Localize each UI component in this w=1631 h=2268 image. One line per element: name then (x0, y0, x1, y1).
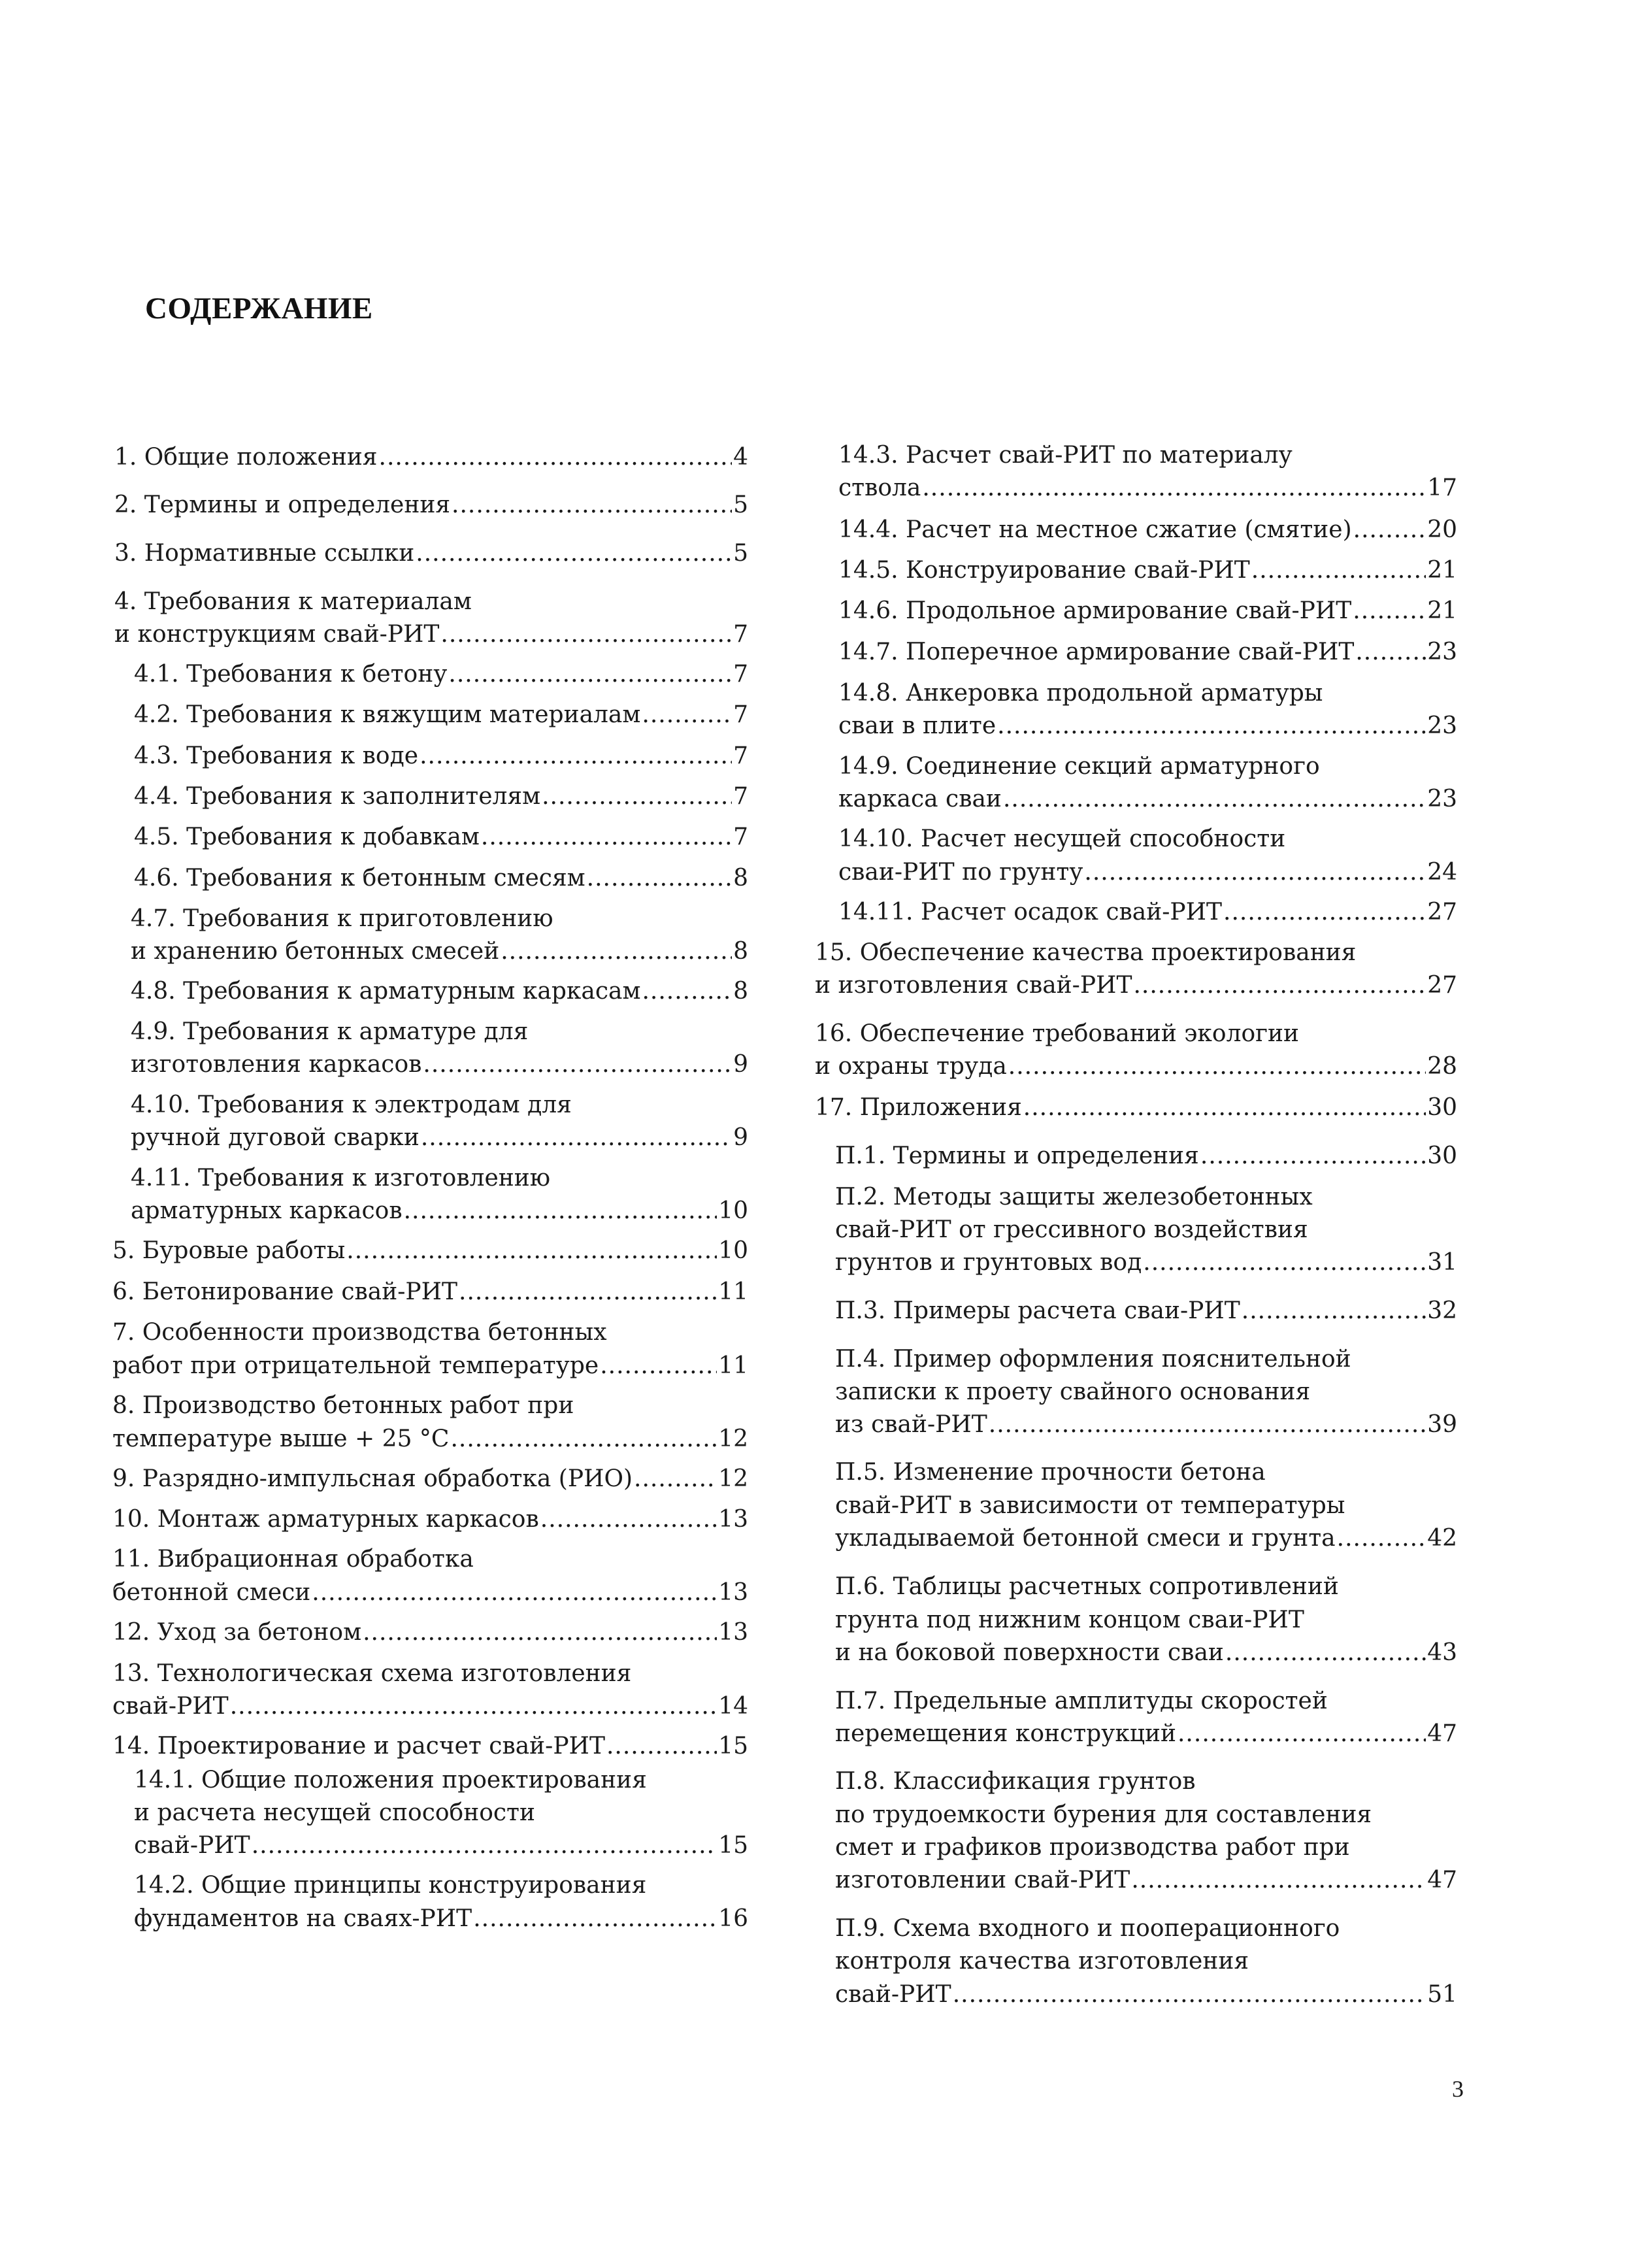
toc-entry-text: свай-РИТ (835, 1981, 951, 2008)
toc-entry-text: П.5. Изменение прочности бетона (835, 1459, 1266, 1486)
toc-entry-text: записки к проету свайного основания (835, 1378, 1311, 1405)
toc-page-number: 21 (1427, 557, 1457, 584)
toc-entry[interactable] (835, 1765, 1196, 1798)
toc-entry-text: П.7. Предельные амплитуды скоростей (835, 1688, 1328, 1714)
toc-entry[interactable] (835, 1831, 1350, 1864)
page-number: 3 (1452, 2076, 1464, 2102)
toc-page-number: 23 (1427, 786, 1457, 812)
toc-page-number: 20 (1427, 516, 1457, 543)
toc-page-number: 7 (733, 824, 748, 850)
toc-entry-text: 5. Буровые работы (112, 1237, 346, 1264)
toc-page-number: 7 (733, 701, 748, 728)
toc-entry-text: свай-РИТ (134, 1832, 250, 1859)
toc-page-number: 8 (733, 938, 748, 965)
toc-entry[interactable] (838, 856, 1457, 889)
toc-entry-text: укладываемой бетонной смеси и грунта (835, 1525, 1336, 1552)
toc-entry-text: из свай-РИТ (835, 1411, 987, 1438)
dot-leader (1353, 514, 1426, 546)
toc-entry[interactable] (815, 1050, 1457, 1083)
toc-entry-text: 10. Монтаж арматурных каркасов (112, 1506, 539, 1533)
toc-page-number: 30 (1427, 1094, 1457, 1121)
toc-entry-text: П.3. Примеры расчета сваи-РИТ (835, 1297, 1240, 1324)
toc-entry-text: 14.2. Общие принципы конструирования (134, 1872, 647, 1899)
toc-page-number: 15 (718, 1832, 748, 1859)
dot-leader (1242, 1295, 1426, 1327)
toc-entry-text: 4.7. Требования к приготовлению (131, 905, 553, 932)
toc-entry-text: работ при отрицательной температуре (112, 1352, 599, 1379)
toc-entry-text: 14.4. Расчет на местное сжатие (смятие) (838, 516, 1352, 543)
toc-entry-text: 14.6. Продольное армирование свай-РИТ (838, 597, 1352, 624)
toc-entry-text: арматурных каркасов (131, 1197, 403, 1224)
toc-entry-text: смет и графиков производства работ при (835, 1834, 1350, 1861)
toc-entry-text: 13. Технологическая схема изготовления (112, 1660, 632, 1687)
toc-entry-text: изготовлении свай-РИТ (835, 1867, 1130, 1893)
toc-page-number: 10 (718, 1197, 748, 1224)
dot-leader (922, 472, 1426, 505)
toc-entry-text: П.4. Пример оформления пояснительной (835, 1346, 1351, 1373)
toc-entry-text: контроля качества изготовления (835, 1948, 1249, 1975)
toc-entry[interactable] (815, 969, 1457, 1002)
toc-entry-text: 3. Нормативные ссылки (114, 540, 415, 567)
toc-page-number: 39 (1427, 1411, 1457, 1438)
toc-entry[interactable] (838, 710, 1457, 742)
toc-entry-text: 4.10. Требования к электродам для (131, 1092, 572, 1118)
toc-entry-text: 2. Термины и определения (114, 492, 451, 518)
toc-page-number: 16 (718, 1905, 748, 1932)
toc-entry-text: П.9. Схема входного и пооперационного (835, 1915, 1340, 1942)
toc-entry[interactable] (838, 595, 1457, 627)
toc-entry-text: и конструкциям свай-РИТ (114, 621, 440, 648)
toc-entry-text: 4.8. Требования к арматурным каркасам (131, 978, 641, 1005)
dot-leader (1178, 1718, 1426, 1750)
toc-entry[interactable] (835, 1490, 1345, 1522)
toc-entry-text: и расчета несущей способности (134, 1799, 535, 1826)
toc-entry[interactable] (835, 1214, 1308, 1246)
toc-page-number: 8 (733, 978, 748, 1005)
toc-entry[interactable] (838, 677, 1323, 710)
toc-entry[interactable] (835, 1522, 1457, 1555)
dot-leader (1251, 554, 1426, 587)
toc-entry-text: П.6. Таблицы расчетных сопротивлений (835, 1573, 1339, 1600)
toc-entry[interactable] (835, 1799, 1372, 1831)
toc-page-number: 24 (1427, 859, 1457, 886)
toc-page-number: 27 (1427, 972, 1457, 999)
toc-entry-text: 7. Особенности производства бетонных (112, 1319, 607, 1346)
toc-entry-text: и на боковой поверхности сваи (835, 1639, 1224, 1666)
toc-entry-text: П.8. Классификация грунтов (835, 1768, 1196, 1795)
toc-entry-text: 4. Требования к материалам (114, 588, 472, 615)
toc-entry-text: фундаментов на сваях-РИТ (134, 1905, 472, 1932)
toc-entry[interactable] (835, 1864, 1457, 1897)
dot-leader (1084, 856, 1426, 889)
dot-leader (1353, 595, 1426, 627)
toc-entry-text: 8. Производство бетонных работ при (112, 1392, 574, 1419)
page-title: СОДЕРЖАНИЕ (145, 292, 373, 325)
toc-entry-text: 4.1. Требования к бетону (134, 661, 448, 688)
toc-entry-text: и изготовления свай-РИТ (815, 972, 1132, 999)
toc-entry-text: свай-РИТ (112, 1693, 229, 1720)
toc-entry[interactable] (838, 896, 1457, 929)
toc-page-number: 12 (718, 1426, 748, 1452)
toc-entry-text: и охраны труда (815, 1053, 1007, 1080)
toc-entry-text: 4.2. Требования к вяжущим материалам (134, 701, 641, 728)
toc-entry-text: П.1. Термины и определения (835, 1142, 1199, 1169)
toc-entry-text: 14.10. Расчет несущей способности (838, 825, 1286, 852)
toc-entry-text: грунтов и грунтовых вод (835, 1249, 1142, 1276)
toc-entry-text: свай-РИТ в зависимости от температуры (835, 1492, 1345, 1519)
dot-leader (989, 1409, 1426, 1441)
toc-page-number: 5 (733, 492, 748, 518)
toc-entry[interactable] (838, 472, 1457, 505)
toc-page-number: 12 (718, 1465, 748, 1492)
toc-entry[interactable] (838, 554, 1457, 587)
toc-entry-text: свай-РИТ от грессивного воздействия (835, 1216, 1308, 1243)
toc-entry[interactable] (835, 1978, 1457, 2011)
toc-page-number: 23 (1427, 712, 1457, 739)
toc-page-number: 30 (1427, 1142, 1457, 1169)
toc-entry-text: 6. Бетонирование свай-РИТ (112, 1278, 457, 1305)
toc-entry-text: 14.11. Расчет осадок свай-РИТ (838, 899, 1223, 926)
toc-entry[interactable] (835, 1718, 1457, 1750)
toc-page-number: 13 (718, 1579, 748, 1606)
toc-entry-text: 14.1. Общие положения проектирования (134, 1767, 647, 1793)
toc-entry-text: 14. Проектирование и расчет свай-РИТ (112, 1733, 605, 1759)
toc-entry[interactable] (815, 937, 1356, 969)
toc-entry-text: 14.7. Поперечное армирование свай-РИТ (838, 639, 1355, 665)
toc-entry[interactable] (838, 750, 1320, 783)
toc-entry-text: 4.9. Требования к арматуре для (131, 1018, 529, 1045)
dot-leader (1003, 783, 1426, 816)
toc-page-number: 42 (1427, 1525, 1457, 1552)
toc-page-number: 27 (1427, 899, 1457, 926)
dot-leader (1337, 1522, 1426, 1555)
toc-page-number: 7 (733, 783, 748, 810)
toc-entry[interactable] (835, 1343, 1351, 1376)
toc-page-number: 15 (718, 1733, 748, 1759)
toc-page-number: 5 (733, 540, 748, 567)
toc-entry-text: сваи в плите (838, 712, 997, 739)
toc-entry-text: ствола (838, 475, 921, 501)
toc-entry-text: 12. Уход за бетоном (112, 1619, 362, 1646)
toc-page-number: 28 (1427, 1053, 1457, 1080)
toc-page-number: 10 (718, 1237, 748, 1264)
toc-entry[interactable] (815, 1092, 1457, 1124)
toc-page-number: 23 (1427, 639, 1457, 665)
toc-entry-text: и хранению бетонных смесей (131, 938, 500, 965)
toc-page-number: 11 (718, 1352, 748, 1379)
toc-page-number: 31 (1427, 1249, 1457, 1276)
toc-page-number: 4 (733, 444, 748, 471)
toc-entry-text: П.2. Методы защиты железобетонных (835, 1184, 1313, 1210)
toc-entry-text: 4.6. Требования к бетонным смесям (134, 865, 585, 892)
toc-entry[interactable] (835, 1571, 1339, 1603)
toc-page-number: 21 (1427, 597, 1457, 624)
toc-entry-text: изготовления каркасов (131, 1051, 422, 1078)
toc-entry[interactable] (835, 1685, 1328, 1718)
toc-page-number: 43 (1427, 1639, 1457, 1666)
toc-entry[interactable] (838, 439, 1293, 472)
toc-entry-text: 17. Приложения (815, 1094, 1022, 1121)
toc-page-number: 14 (718, 1693, 748, 1720)
toc-entry-text: 14.8. Анкеровка продольной арматуры (838, 680, 1323, 707)
toc-page-number: 7 (733, 661, 748, 688)
toc-entry[interactable] (838, 783, 1457, 816)
toc-entry[interactable] (835, 1912, 1340, 1945)
toc-page-number: 11 (718, 1278, 748, 1305)
dot-leader (1200, 1140, 1426, 1173)
toc-page-number: 7 (733, 742, 748, 769)
toc-entry[interactable] (838, 636, 1457, 669)
toc-entry-text: 14.3. Расчет свай-РИТ по материалу (838, 442, 1293, 469)
dot-leader (1223, 896, 1426, 929)
toc-entry-text: 11. Вибрационная обработка (112, 1546, 474, 1573)
toc-page-number: 9 (733, 1124, 748, 1151)
toc-page-number: 47 (1427, 1720, 1457, 1747)
toc-entry-text: 4.3. Требования к воде (134, 742, 419, 769)
toc-entry-text: 4.4. Требования к заполнителям (134, 783, 541, 810)
toc-entry[interactable] (838, 823, 1285, 856)
toc-entry[interactable] (835, 1376, 1310, 1409)
dot-leader (997, 710, 1426, 742)
toc-entry[interactable] (835, 1140, 1457, 1173)
toc-entry-text: 1. Общие положения (114, 444, 378, 471)
toc-entry-text: 14.5. Конструирование свай-РИТ (838, 557, 1250, 584)
toc-entry-text: бетонной смеси (112, 1579, 311, 1606)
toc-entry-text: 4.11. Требования к изготовлению (131, 1165, 551, 1192)
toc-entry[interactable] (835, 1181, 1313, 1214)
toc-entry-text: грунта под нижним концом сваи-РИТ (835, 1607, 1304, 1633)
dot-leader (1143, 1246, 1426, 1279)
toc-entry-text: по трудоемкости бурения для составления (835, 1801, 1372, 1828)
toc-entry[interactable] (835, 1456, 1266, 1489)
dot-leader (1355, 636, 1426, 669)
toc-entry-text: перемещения конструкций (835, 1720, 1176, 1747)
toc-entry-text: ручной дуговой сварки (131, 1124, 420, 1151)
toc-page-number: 17 (1427, 475, 1457, 501)
toc-page-number: 32 (1427, 1297, 1457, 1324)
toc-page-number: 13 (718, 1506, 748, 1533)
toc-entry[interactable] (835, 1409, 1457, 1441)
toc-entry-text: каркаса сваи (838, 786, 1002, 812)
toc-page-number: 47 (1427, 1867, 1457, 1893)
dot-leader (1133, 969, 1426, 1002)
dot-leader (1023, 1092, 1426, 1124)
toc-page-number: 13 (718, 1619, 748, 1646)
toc-entry-text: 4.5. Требования к добавкам (134, 824, 480, 850)
toc-page-number: 7 (733, 621, 748, 648)
toc-entry-text: 14.9. Соединение секций арматурного (838, 753, 1320, 780)
toc-page-number: 8 (733, 865, 748, 892)
dot-leader (1008, 1050, 1426, 1083)
dot-leader (1225, 1637, 1426, 1669)
toc-page-number: 9 (733, 1051, 748, 1078)
toc-entry-text: температуре выше + 25 °С (112, 1426, 450, 1452)
toc-entry-text: 16. Обеспечение требований экологии (815, 1020, 1299, 1047)
toc-entry[interactable] (835, 1295, 1457, 1327)
dot-leader (1131, 1864, 1426, 1897)
toc-entry-text: сваи-РИТ по грунту (838, 859, 1083, 886)
toc-entry[interactable] (838, 514, 1457, 546)
dot-leader (953, 1978, 1426, 2011)
toc-entry-text: 9. Разрядно-импульсная обработка (РИО) (112, 1465, 633, 1492)
toc-entry[interactable] (835, 1945, 1249, 1978)
toc-entry[interactable] (835, 1637, 1457, 1669)
toc-entry[interactable] (815, 1018, 1299, 1050)
toc-entry[interactable] (835, 1246, 1457, 1279)
toc-entry[interactable] (835, 1604, 1304, 1637)
toc-page-number: 51 (1427, 1981, 1457, 2008)
toc-entry-text: 15. Обеспечение качества проектирования (815, 939, 1357, 966)
